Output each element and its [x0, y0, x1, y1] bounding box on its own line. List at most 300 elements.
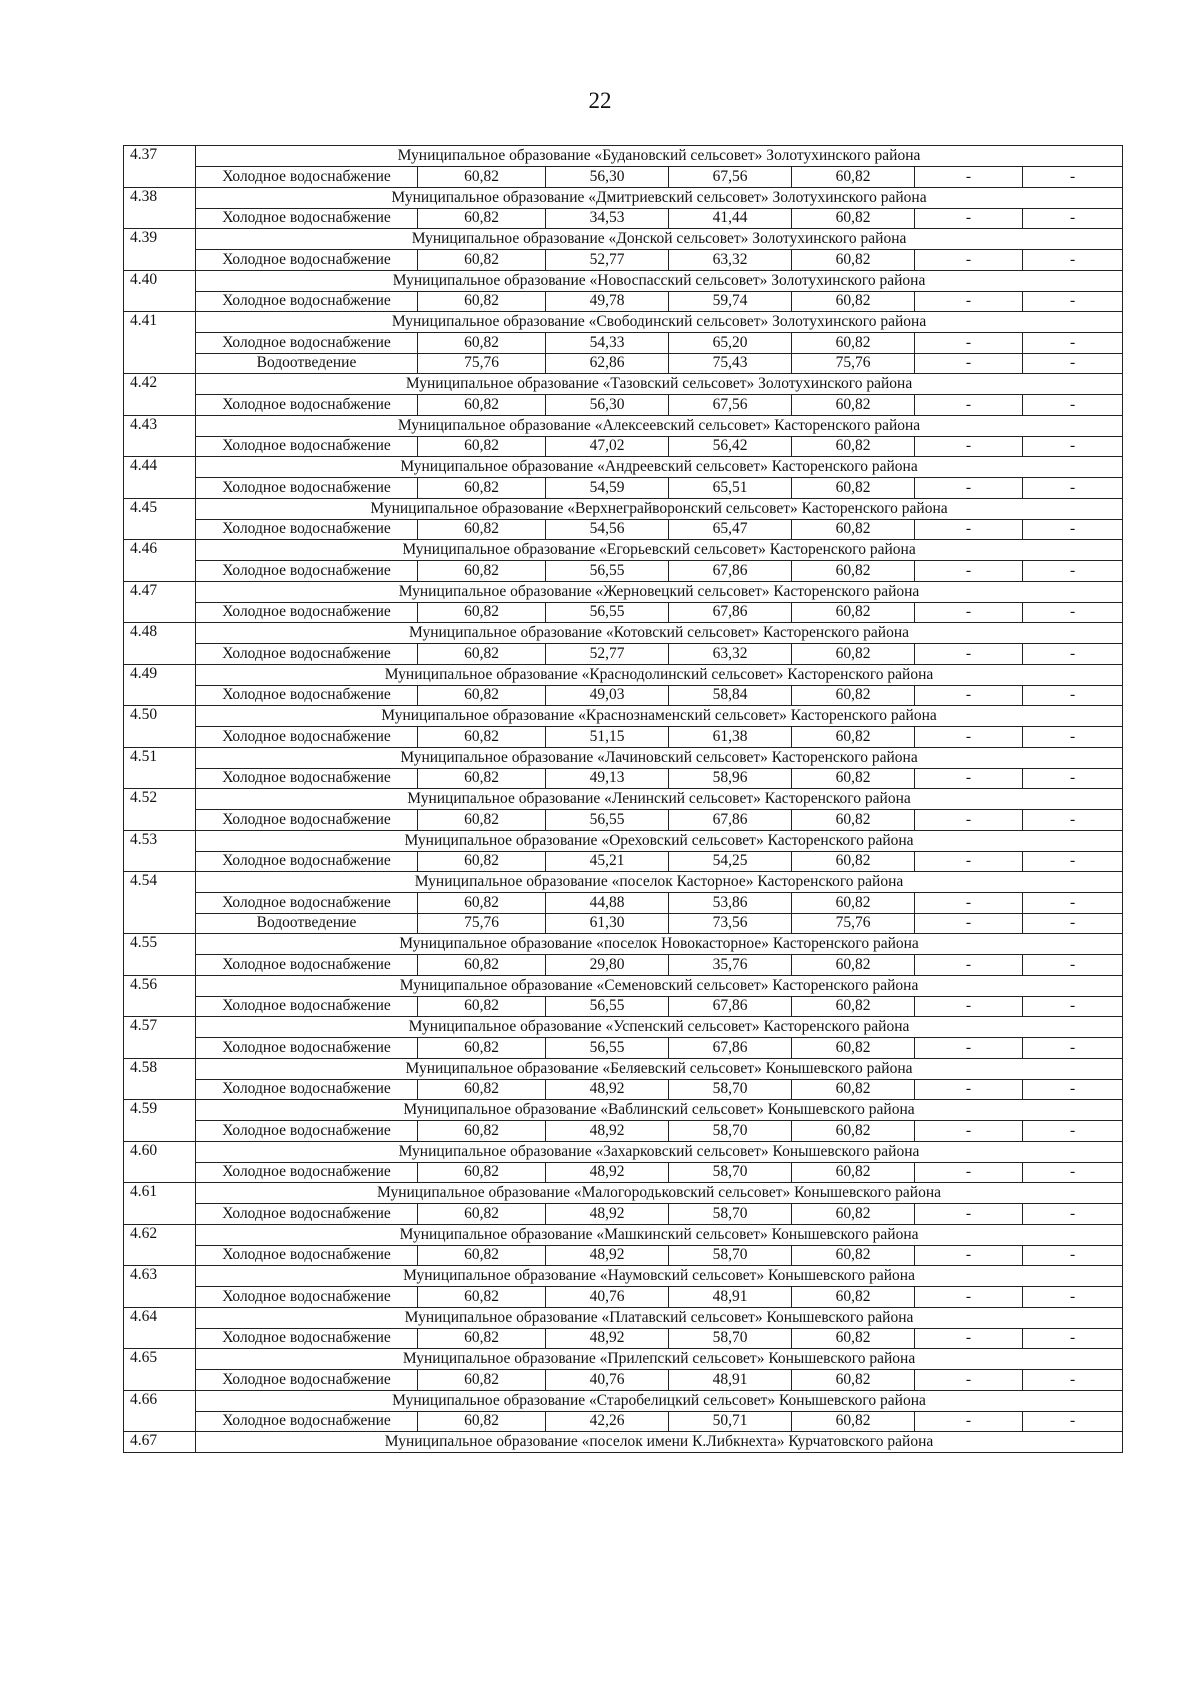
tariff-value: 60,82: [418, 996, 546, 1017]
tariff-value: 60,82: [792, 478, 915, 499]
tariff-value: 41,44: [669, 208, 792, 229]
table-row: [124, 602, 1123, 623]
tariff-value: -: [915, 893, 1023, 914]
tariff-value: 35,76: [669, 955, 792, 976]
table-row: [124, 913, 1123, 934]
tariff-value: -: [915, 602, 1023, 623]
section-header-row: [124, 1266, 1123, 1287]
section-header-row: [124, 1224, 1123, 1245]
tariff-value: -: [1023, 395, 1123, 416]
tariff-value: -: [1023, 167, 1123, 188]
section-title: Муниципальное образование «Тазовский сельсовет» Золотухинского района: [196, 374, 1123, 395]
tariff-value: -: [1023, 353, 1123, 374]
tariff-value: 75,76: [792, 353, 915, 374]
tariff-value: 48,91: [669, 1287, 792, 1308]
tariff-value: -: [1023, 291, 1123, 312]
section-title: Муниципальное образование «поселок Новокасторное» Касторенского района: [196, 934, 1123, 955]
tariff-value: 51,15: [546, 727, 669, 748]
service-name: Холодное водоснабжение: [196, 561, 418, 582]
tariff-value: 45,21: [546, 851, 669, 872]
tariff-value: 48,92: [546, 1204, 669, 1225]
tariff-value: 60,82: [792, 1370, 915, 1391]
service-name: Холодное водоснабжение: [196, 250, 418, 271]
table-row: [124, 291, 1123, 312]
tariff-value: 60,82: [792, 851, 915, 872]
tariff-value: 60,82: [792, 395, 915, 416]
tariff-value: 29,80: [546, 955, 669, 976]
section-number: 4.60: [124, 1141, 196, 1183]
table-row: [124, 851, 1123, 872]
service-name: Холодное водоснабжение: [196, 644, 418, 665]
tariff-value: 67,86: [669, 561, 792, 582]
section-number: 4.66: [124, 1390, 196, 1432]
section-header-row: [124, 457, 1123, 478]
service-name: Холодное водоснабжение: [196, 768, 418, 789]
tariff-value: 60,82: [792, 893, 915, 914]
tariff-value: 56,55: [546, 602, 669, 623]
tariff-value: 59,74: [669, 291, 792, 312]
section-number: 4.51: [124, 747, 196, 789]
tariff-value: -: [915, 1079, 1023, 1100]
tariff-value: -: [1023, 1411, 1123, 1432]
tariff-value: -: [915, 1121, 1023, 1142]
section-title: Муниципальное образование «Прилепский сельсовет» Конышевского района: [196, 1349, 1123, 1370]
tariff-value: 58,84: [669, 685, 792, 706]
service-name: Водоотведение: [196, 913, 418, 934]
tariff-value: 48,91: [669, 1370, 792, 1391]
tariff-value: 40,76: [546, 1370, 669, 1391]
table-row: [124, 1370, 1123, 1391]
tariff-value: -: [915, 1038, 1023, 1059]
tariff-value: 60,82: [792, 291, 915, 312]
tariff-value: -: [915, 1411, 1023, 1432]
tariff-value: 60,82: [792, 1287, 915, 1308]
section-title: Муниципальное образование «Новоспасский сельсовет» Золотухинского района: [196, 270, 1123, 291]
tariff-value: 53,86: [669, 893, 792, 914]
tariff-value: 60,82: [792, 996, 915, 1017]
tariff-value: 60,82: [792, 167, 915, 188]
tariff-value: -: [915, 478, 1023, 499]
tariff-value: 34,53: [546, 208, 669, 229]
table-row: [124, 1204, 1123, 1225]
section-number: 4.61: [124, 1183, 196, 1225]
tariff-value: -: [915, 333, 1023, 354]
section-header-row: [124, 540, 1123, 561]
tariff-value: 56,55: [546, 561, 669, 582]
tariff-value: 60,82: [792, 250, 915, 271]
tariff-value: -: [915, 851, 1023, 872]
table-row: [124, 519, 1123, 540]
table-row: [124, 478, 1123, 499]
tariff-value: -: [1023, 1370, 1123, 1391]
tariff-value: -: [1023, 727, 1123, 748]
tariff-value: 60,82: [418, 1162, 546, 1183]
section-number: 4.50: [124, 706, 196, 748]
section-number: 4.44: [124, 457, 196, 499]
section-header-row: [124, 830, 1123, 851]
section-title: Муниципальное образование «Беляевский сельсовет» Конышевского района: [196, 1058, 1123, 1079]
table-row: [124, 1162, 1123, 1183]
section-title: Муниципальное образование «Дмитриевский сельсовет» Золотухинского района: [196, 187, 1123, 208]
tariff-value: 60,82: [418, 519, 546, 540]
tariff-value: 56,55: [546, 810, 669, 831]
service-name: Холодное водоснабжение: [196, 395, 418, 416]
tariff-value: -: [915, 685, 1023, 706]
section-title: Муниципальное образование «поселок имени К.Либкнехта» Курчатовского района: [196, 1432, 1123, 1453]
tariff-value: 48,92: [546, 1245, 669, 1266]
section-title: Муниципальное образование «Жерновецкий сельсовет» Касторенского района: [196, 581, 1123, 602]
service-name: Холодное водоснабжение: [196, 1370, 418, 1391]
tariff-value: 60,82: [792, 1121, 915, 1142]
tariff-value: -: [915, 250, 1023, 271]
tariff-value: 60,82: [792, 955, 915, 976]
tariff-value: 75,76: [418, 353, 546, 374]
tariff-value: 54,56: [546, 519, 669, 540]
tariff-value: 60,82: [418, 436, 546, 457]
section-title: Муниципальное образование «Краснознаменский сельсовет» Касторенского района: [196, 706, 1123, 727]
tariff-value: 58,96: [669, 768, 792, 789]
tariff-value: 48,92: [546, 1162, 669, 1183]
section-header-row: [124, 270, 1123, 291]
service-name: Холодное водоснабжение: [196, 1121, 418, 1142]
table-row: [124, 1411, 1123, 1432]
tariff-value: -: [915, 436, 1023, 457]
service-name: Холодное водоснабжение: [196, 291, 418, 312]
tariff-value: 60,82: [418, 602, 546, 623]
service-name: Холодное водоснабжение: [196, 685, 418, 706]
tariff-value: 60,82: [418, 1328, 546, 1349]
tariff-value: 60,82: [418, 1370, 546, 1391]
tariff-value: 60,82: [418, 561, 546, 582]
tariff-value: 60,82: [792, 685, 915, 706]
tariff-value: 58,70: [669, 1079, 792, 1100]
tariff-value: 60,82: [418, 1204, 546, 1225]
tariff-value: -: [915, 727, 1023, 748]
service-name: Холодное водоснабжение: [196, 996, 418, 1017]
tariff-value: -: [1023, 1328, 1123, 1349]
tariff-value: 63,32: [669, 250, 792, 271]
service-name: Холодное водоснабжение: [196, 208, 418, 229]
section-title: Муниципальное образование «Платавский сельсовет» Конышевского района: [196, 1307, 1123, 1328]
tariff-value: -: [915, 644, 1023, 665]
section-title: Муниципальное образование «Ореховский сельсовет» Касторенского района: [196, 830, 1123, 851]
tariff-value: 56,55: [546, 996, 669, 1017]
tariff-value: 65,47: [669, 519, 792, 540]
tariff-value: 60,82: [792, 644, 915, 665]
tariff-value: 60,82: [418, 1038, 546, 1059]
section-header-row: [124, 747, 1123, 768]
section-title: Муниципальное образование «Лачиновский сельсовет» Касторенского района: [196, 747, 1123, 768]
tariff-value: 60,82: [418, 1411, 546, 1432]
tariff-value: 60,82: [418, 1121, 546, 1142]
service-name: Холодное водоснабжение: [196, 602, 418, 623]
service-name: Холодное водоснабжение: [196, 1287, 418, 1308]
tariff-value: -: [1023, 768, 1123, 789]
tariff-value: -: [1023, 208, 1123, 229]
section-header-row: [124, 581, 1123, 602]
table-row: [124, 250, 1123, 271]
tariff-value: 42,26: [546, 1411, 669, 1432]
tariff-value: -: [1023, 1287, 1123, 1308]
tariff-value: -: [915, 291, 1023, 312]
section-number: 4.39: [124, 229, 196, 271]
tariff-value: -: [915, 1162, 1023, 1183]
service-name: Холодное водоснабжение: [196, 810, 418, 831]
tariff-value: 60,82: [792, 1204, 915, 1225]
section-header-row: [124, 664, 1123, 685]
tariff-value: 47,02: [546, 436, 669, 457]
section-title: Муниципальное образование «Машкинский сельсовет» Конышевского района: [196, 1224, 1123, 1245]
tariff-value: 61,30: [546, 913, 669, 934]
tariff-value: 67,86: [669, 602, 792, 623]
tariff-value: 63,32: [669, 644, 792, 665]
tariff-value: -: [1023, 1162, 1123, 1183]
tariff-value: -: [1023, 333, 1123, 354]
tariff-value: -: [1023, 1079, 1123, 1100]
tariff-value: 60,82: [418, 1245, 546, 1266]
tariff-value: 48,92: [546, 1121, 669, 1142]
tariff-value: -: [1023, 913, 1123, 934]
tariff-value: 60,82: [418, 1079, 546, 1100]
section-number: 4.55: [124, 934, 196, 976]
section-number: 4.41: [124, 312, 196, 374]
section-header-row: [124, 789, 1123, 810]
tariff-value: -: [1023, 519, 1123, 540]
section-title: Муниципальное образование «Донской сельсовет» Золотухинского района: [196, 229, 1123, 250]
tariff-value: 73,56: [669, 913, 792, 934]
section-title: Муниципальное образование «Алексеевский сельсовет» Касторенского района: [196, 415, 1123, 436]
tariff-value: 50,71: [669, 1411, 792, 1432]
service-name: Холодное водоснабжение: [196, 167, 418, 188]
tariff-value: 75,76: [792, 913, 915, 934]
tariff-value: 60,82: [792, 1079, 915, 1100]
section-number: 4.46: [124, 540, 196, 582]
tariff-value: 58,70: [669, 1245, 792, 1266]
section-number: 4.65: [124, 1349, 196, 1391]
section-number: 4.63: [124, 1266, 196, 1308]
tariff-value: 60,82: [418, 851, 546, 872]
tariff-value: -: [915, 519, 1023, 540]
section-title: Муниципальное образование «Захарковский сельсовет» Конышевского района: [196, 1141, 1123, 1162]
tariff-value: 65,51: [669, 478, 792, 499]
tariff-value: 60,82: [418, 333, 546, 354]
section-title: Муниципальное образование «Ленинский сельсовет» Касторенского района: [196, 789, 1123, 810]
section-header-row: [124, 1183, 1123, 1204]
service-name: Холодное водоснабжение: [196, 436, 418, 457]
tariff-value: 60,82: [418, 810, 546, 831]
section-header-row: [124, 415, 1123, 436]
tariff-value: 54,33: [546, 333, 669, 354]
service-name: Холодное водоснабжение: [196, 851, 418, 872]
section-number: 4.64: [124, 1307, 196, 1349]
tariff-value: 60,82: [418, 955, 546, 976]
tariff-value: 60,82: [792, 727, 915, 748]
tariff-value: -: [1023, 685, 1123, 706]
tariff-value: 58,70: [669, 1204, 792, 1225]
tariff-value: 67,86: [669, 996, 792, 1017]
tariff-value: -: [1023, 851, 1123, 872]
tariff-value: -: [915, 955, 1023, 976]
section-number: 4.57: [124, 1017, 196, 1059]
tariff-value: 56,55: [546, 1038, 669, 1059]
section-title: Муниципальное образование «Успенский сельсовет» Касторенского района: [196, 1017, 1123, 1038]
section-header-row: [124, 623, 1123, 644]
tariff-value: 60,82: [792, 561, 915, 582]
table-row: [124, 1079, 1123, 1100]
tariff-value: -: [1023, 436, 1123, 457]
tariff-value: -: [915, 810, 1023, 831]
section-number: 4.59: [124, 1100, 196, 1142]
service-name: Холодное водоснабжение: [196, 1162, 418, 1183]
tariff-value: 49,03: [546, 685, 669, 706]
section-header-row: [124, 498, 1123, 519]
section-number: 4.53: [124, 830, 196, 872]
table-row: [124, 1245, 1123, 1266]
section-header-row: [124, 872, 1123, 893]
tariff-value: 75,43: [669, 353, 792, 374]
tariff-value: 65,20: [669, 333, 792, 354]
tariff-value: -: [1023, 996, 1123, 1017]
service-name: Холодное водоснабжение: [196, 1245, 418, 1266]
section-number: 4.58: [124, 1058, 196, 1100]
section-number: 4.49: [124, 664, 196, 706]
tariff-value: -: [1023, 644, 1123, 665]
tariff-value: 61,38: [669, 727, 792, 748]
section-header-row: [124, 1141, 1123, 1162]
section-number: 4.40: [124, 270, 196, 312]
tariff-value: -: [1023, 561, 1123, 582]
tariff-value: 67,86: [669, 1038, 792, 1059]
section-header-row: [124, 975, 1123, 996]
tariff-value: -: [915, 1328, 1023, 1349]
tariff-value: 58,70: [669, 1121, 792, 1142]
tariff-value: 60,82: [792, 810, 915, 831]
tariff-value: 60,82: [792, 768, 915, 789]
tariff-value: 60,82: [418, 685, 546, 706]
tariff-value: 60,82: [418, 727, 546, 748]
tariff-value: -: [1023, 810, 1123, 831]
table-row: [124, 893, 1123, 914]
table-row: [124, 727, 1123, 748]
tariff-value: -: [915, 1287, 1023, 1308]
service-name: Холодное водоснабжение: [196, 333, 418, 354]
tariff-value: -: [915, 208, 1023, 229]
tariff-value: 60,82: [418, 1287, 546, 1308]
tariff-value: 60,82: [418, 644, 546, 665]
service-name: Холодное водоснабжение: [196, 1328, 418, 1349]
tariff-value: -: [915, 996, 1023, 1017]
service-name: Холодное водоснабжение: [196, 1204, 418, 1225]
section-number: 4.38: [124, 187, 196, 229]
section-number: 4.48: [124, 623, 196, 665]
tariff-value: 56,42: [669, 436, 792, 457]
tariff-value: 60,82: [792, 519, 915, 540]
table-row: [124, 167, 1123, 188]
page-number: 22: [588, 88, 612, 113]
tariff-value: 60,82: [792, 208, 915, 229]
tariff-value: 67,86: [669, 810, 792, 831]
tariff-value: 60,82: [792, 602, 915, 623]
tariff-value: 67,56: [669, 167, 792, 188]
table-row: [124, 1328, 1123, 1349]
section-title: Муниципальное образование «Семеновский сельсовет» Касторенского района: [196, 975, 1123, 996]
service-name: Холодное водоснабжение: [196, 519, 418, 540]
tariff-value: 67,56: [669, 395, 792, 416]
service-name: Холодное водоснабжение: [196, 1079, 418, 1100]
section-header-row: [124, 229, 1123, 250]
section-title: Муниципальное образование «Котовский сельсовет» Касторенского района: [196, 623, 1123, 644]
tariff-value: 60,82: [418, 250, 546, 271]
section-header-row: [124, 706, 1123, 727]
tariff-value: 60,82: [418, 478, 546, 499]
tariff-value: -: [1023, 1038, 1123, 1059]
service-name: Водоотведение: [196, 353, 418, 374]
section-number: 4.43: [124, 415, 196, 457]
tariff-value: 56,30: [546, 395, 669, 416]
section-header-row: [124, 1100, 1123, 1121]
section-number: 4.52: [124, 789, 196, 831]
tariff-value: -: [915, 1370, 1023, 1391]
section-title: Муниципальное образование «Свободинский сельсовет» Золотухинского района: [196, 312, 1123, 333]
service-name: Холодное водоснабжение: [196, 1411, 418, 1432]
table-row: [124, 436, 1123, 457]
tariff-value: 60,82: [418, 208, 546, 229]
table-row: [124, 768, 1123, 789]
tariff-value: 60,82: [418, 167, 546, 188]
tariff-table-body: [124, 146, 1123, 1453]
tariff-value: 60,82: [418, 395, 546, 416]
tariff-value: 60,82: [418, 768, 546, 789]
tariff-value: -: [1023, 478, 1123, 499]
table-row: [124, 395, 1123, 416]
section-header-row: [124, 934, 1123, 955]
table-row: [124, 1121, 1123, 1142]
tariff-value: 49,13: [546, 768, 669, 789]
table-row: [124, 208, 1123, 229]
tariff-value: -: [1023, 1204, 1123, 1225]
section-number: 4.45: [124, 498, 196, 540]
tariff-value: -: [1023, 1121, 1123, 1142]
tariff-value: -: [915, 1245, 1023, 1266]
tariff-value: 54,25: [669, 851, 792, 872]
table-row: [124, 1287, 1123, 1308]
section-number: 4.67: [124, 1432, 196, 1453]
tariff-value: 52,77: [546, 250, 669, 271]
section-header-row: [124, 1390, 1123, 1411]
section-title: Муниципальное образование «Краснодолинский сельсовет» Касторенского района: [196, 664, 1123, 685]
section-title: Муниципальное образование «Наумовский сельсовет» Конышевского района: [196, 1266, 1123, 1287]
tariff-value: -: [915, 768, 1023, 789]
service-name: Холодное водоснабжение: [196, 478, 418, 499]
section-header-row: [124, 1349, 1123, 1370]
section-title: Муниципальное образование «Старобелицкий сельсовет» Конышевского района: [196, 1390, 1123, 1411]
tariff-value: -: [1023, 893, 1123, 914]
tariff-value: 60,82: [792, 1162, 915, 1183]
tariff-value: 56,30: [546, 167, 669, 188]
section-header-row: [124, 1307, 1123, 1328]
table-row: [124, 644, 1123, 665]
tariff-value: -: [915, 395, 1023, 416]
table-row: [124, 955, 1123, 976]
service-name: Холодное водоснабжение: [196, 1038, 418, 1059]
section-title: Муниципальное образование «Ваблинский сельсовет» Конышевского района: [196, 1100, 1123, 1121]
section-header-row: [124, 1017, 1123, 1038]
tariff-value: 60,82: [792, 1328, 915, 1349]
service-name: Холодное водоснабжение: [196, 893, 418, 914]
tariff-value: 52,77: [546, 644, 669, 665]
section-header-row: [124, 1058, 1123, 1079]
section-number: 4.47: [124, 581, 196, 623]
